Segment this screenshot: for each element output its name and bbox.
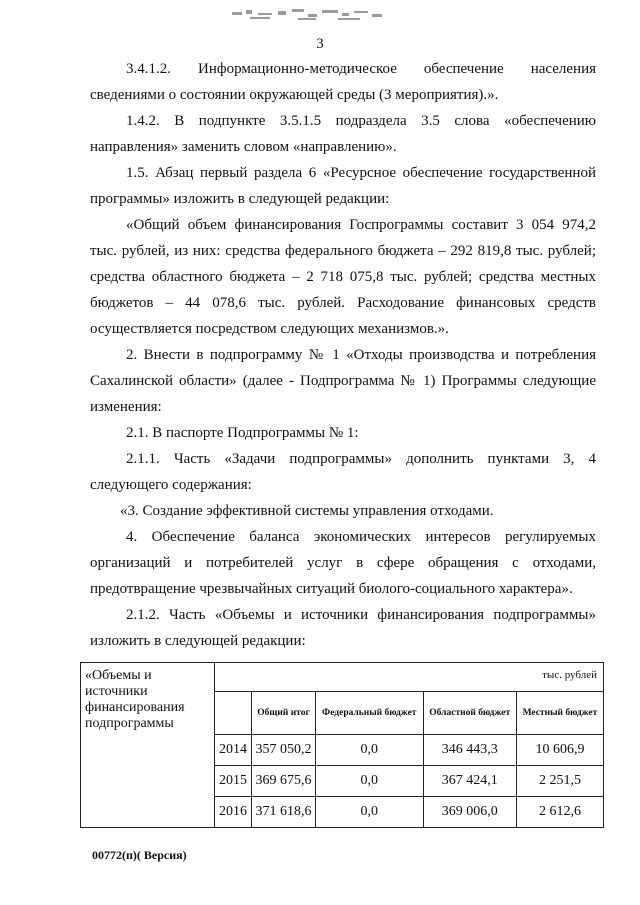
row-local: 2 612,6	[516, 797, 603, 828]
row-total: 357 050,2	[252, 735, 316, 766]
row-local: 2 251,5	[516, 766, 603, 797]
paragraph-2-1-2: 2.1.2. Часть «Объемы и источники финансирования подпрограммы» изложить в следующей редакции:	[90, 607, 596, 649]
table-label-cell: «Объемы и источники финансирования подпрограммы	[81, 663, 215, 828]
table-header-federal: Федеральный бюджет	[316, 692, 424, 735]
row-regional: 369 006,0	[423, 797, 516, 828]
row-total: 369 675,6	[252, 766, 316, 797]
table-header-local: Местный бюджет	[516, 692, 603, 735]
table-header-regional: Областной бюджет	[423, 692, 516, 735]
row-year: 2016	[215, 797, 252, 828]
paragraph-1-4-2: 1.4.2. В подпункте 3.5.1.5 подраздела 3.5 слова «обеспечению направления» заменить словом «направлению».	[90, 113, 596, 155]
row-year: 2014	[215, 735, 252, 766]
row-federal: 0,0	[316, 735, 424, 766]
paragraph-task-3: «3. Создание эффективной системы управления отходами.	[120, 503, 494, 519]
footer-document-code: 00772(п)( Версия)	[92, 848, 187, 862]
row-federal: 0,0	[316, 766, 424, 797]
table-header-total: Общий итог	[252, 692, 316, 735]
table-header-year	[215, 692, 252, 735]
row-federal: 0,0	[316, 797, 424, 828]
page-number: 3	[316, 36, 324, 52]
paragraph-2-1-1: 2.1.1. Часть «Задачи подпрограммы» дополнить пунктами 3, 4 следующего содержания:	[90, 451, 596, 493]
paragraph-financing-total: «Общий объем финансирования Госпрограммы составит 3 054 974,2 тыс. рублей, из них: средства федерального бюджета – 292 819,8 тыс. рублей; средства областного бюджета – 2 718 075,8 тыс. рублей; средства местных бюджетов – 44 078,6 тыс. рублей. Расходование финансовых средств осуществляется посредством следующих механизмов.».	[90, 217, 596, 337]
paragraph-2-1: 2.1. В паспорте Подпрограммы № 1:	[126, 425, 359, 441]
row-year: 2015	[215, 766, 252, 797]
paragraph-task-4: 4. Обеспечение баланса экономических интересов регулируемых организаций и потребителей услуг в сфере обращения с отходами, предотвращение чрезвычайных ситуаций биолого-социального характера».	[90, 529, 596, 597]
paragraph-2: 2. Внести в подпрограмму № 1 «Отходы производства и потребления Сахалинской области» (далее - Подпрограмма № 1) Программы следующие изменения:	[90, 347, 596, 415]
faint-stamp-mark	[228, 6, 388, 24]
paragraph-1-5: 1.5. Абзац первый раздела 6 «Ресурсное обеспечение государственной программы» изложить в следующей редакции:	[90, 165, 596, 207]
row-regional: 346 443,3	[423, 735, 516, 766]
table-unit: тыс. рублей	[215, 663, 604, 692]
row-regional: 367 424,1	[423, 766, 516, 797]
row-total: 371 618,6	[252, 797, 316, 828]
paragraph-3-4-1-2: 3.4.1.2. Информационно-методическое обеспечение населения сведениями о состоянии окружающей среды (3 мероприятия).».	[90, 61, 596, 103]
financing-table	[80, 662, 604, 828]
row-local: 10 606,9	[516, 735, 603, 766]
